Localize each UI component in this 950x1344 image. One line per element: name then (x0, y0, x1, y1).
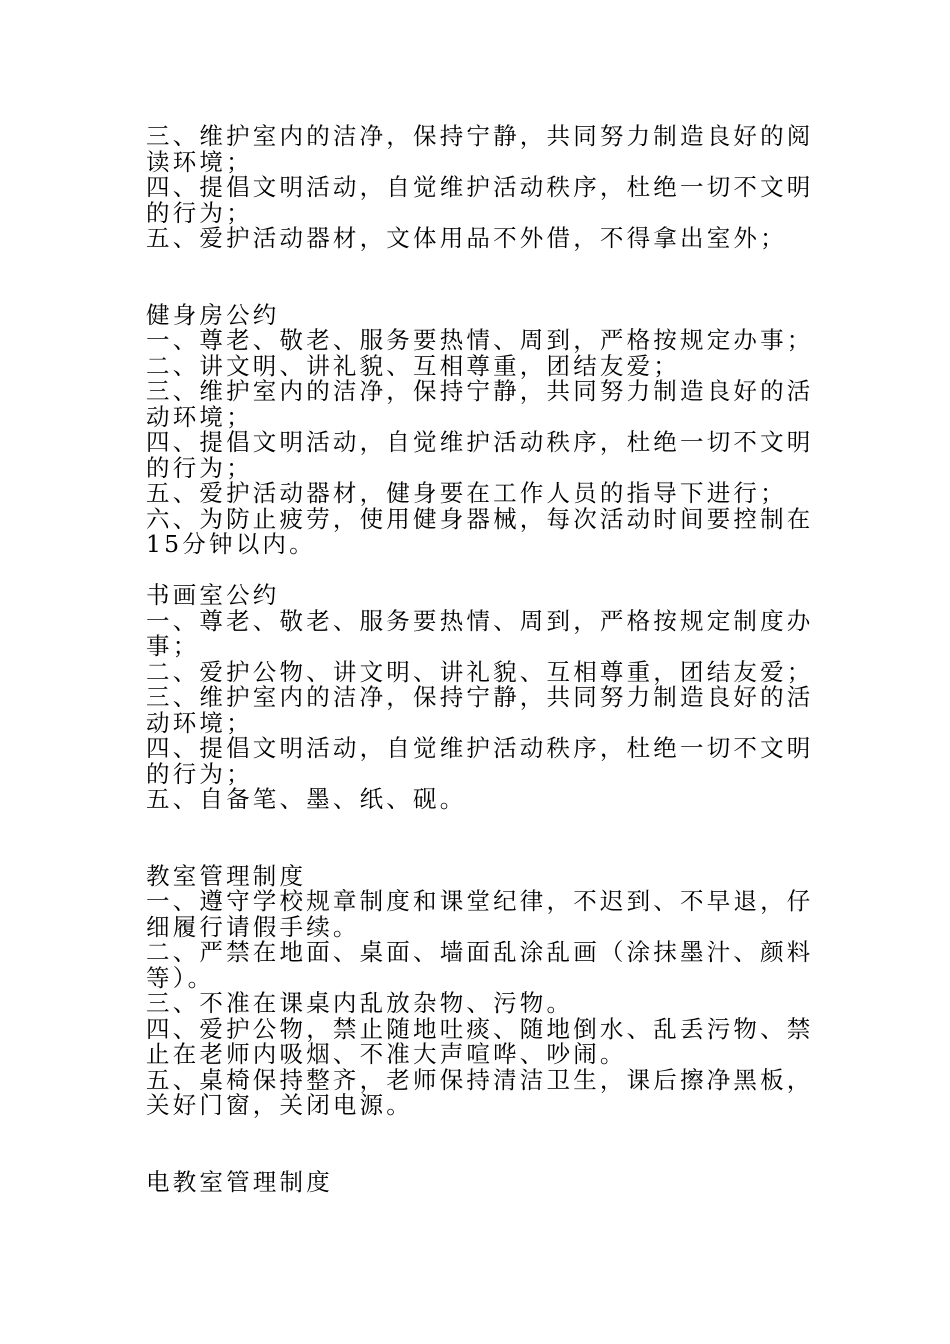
section-title: 书画室公约 (146, 581, 280, 609)
rule-line: 四、提倡文明活动，自觉维护活动秩序，杜绝一切不文明 (146, 428, 814, 456)
rule-line: 六、为防止疲劳，使用健身器械，每次活动时间要控制在 (146, 504, 814, 533)
rule-line: 15分钟以内。 (146, 530, 316, 558)
rule-line: 二、严禁在地面、桌面、墙面乱涂乱画（涂抹墨汁、颜料 (146, 938, 814, 966)
rule-line: 的行为； (146, 198, 253, 227)
section-spacer (146, 558, 810, 584)
calligraphy-section (146, 581, 814, 813)
section-title: 电教室管理制度 (146, 1167, 333, 1196)
rule-line: 一、尊老、敬老、服务要热情、周到，严格按规定制度办 (146, 606, 814, 635)
rule-line: 一、遵守学校规章制度和课堂纪律，不迟到、不早退，仔 (146, 887, 814, 915)
reading-room-section (146, 122, 814, 252)
rule-line: 三、不准在课桌内乱放杂物、污物。 (146, 989, 574, 1017)
rule-line: 一、尊老、敬老、服务要热情、周到，严格按规定办事； (146, 326, 814, 354)
section-spacer (146, 1119, 810, 1170)
rule-line: 四、爱护公物，禁止随地吐痰、随地倒水、乱丢污物、禁 (146, 1014, 814, 1043)
rule-line: 二、讲文明、讲礼貌、互相尊重，团结友爱； (146, 351, 680, 380)
rule-line: 五、自备笔、墨、纸、砚。 (146, 785, 467, 813)
rule-line: 等）。 (146, 963, 215, 992)
gym-section (146, 300, 814, 558)
rule-line: 细履行请假手续。 (146, 912, 360, 941)
section-spacer (146, 252, 810, 303)
rule-line: 的行为； (146, 759, 253, 788)
rule-line: 四、提倡文明活动，自觉维护活动秩序，杜绝一切不文明 (146, 173, 814, 201)
document-body (146, 122, 814, 1196)
rule-line: 读环境； (146, 147, 253, 176)
rule-line: 三、维护室内的洁净，保持宁静，共同努力制造良好的阅 (146, 122, 814, 150)
section-title: 健身房公约 (146, 300, 280, 329)
rule-line: 动环境； (146, 402, 253, 431)
rule-line: 三、维护室内的洁净，保持宁静，共同努力制造良好的活 (146, 377, 814, 405)
rule-line: 止在老师内吸烟、不准大声喧哗、吵闹。 (146, 1040, 627, 1068)
rule-line: 五、桌椅保持整齐，老师保持清洁卫生，课后擦净黑板， (146, 1065, 814, 1094)
classroom-section (146, 861, 814, 1119)
rule-line: 关好门窗，关闭电源。 (146, 1091, 413, 1119)
rule-line: 五、爱护活动器材，健身要在工作人员的指导下进行； (146, 479, 787, 507)
rule-line: 二、爱护公物、讲文明、讲礼貌、互相尊重，团结友爱； (146, 657, 814, 686)
rule-line: 四、提倡文明活动，自觉维护活动秩序，杜绝一切不文明 (146, 734, 814, 762)
section-spacer (146, 813, 810, 864)
section-title: 教室管理制度 (146, 861, 307, 890)
rule-line: 动环境； (146, 708, 253, 737)
rule-line: 三、维护室内的洁净，保持宁静，共同努力制造良好的活 (146, 683, 814, 711)
rule-line: 的行为； (146, 453, 253, 482)
rule-line: 事； (146, 632, 200, 660)
av-room-section (146, 1167, 810, 1196)
rule-line: 五、爱护活动器材，文体用品不外借，不得拿出室外； (146, 224, 787, 252)
